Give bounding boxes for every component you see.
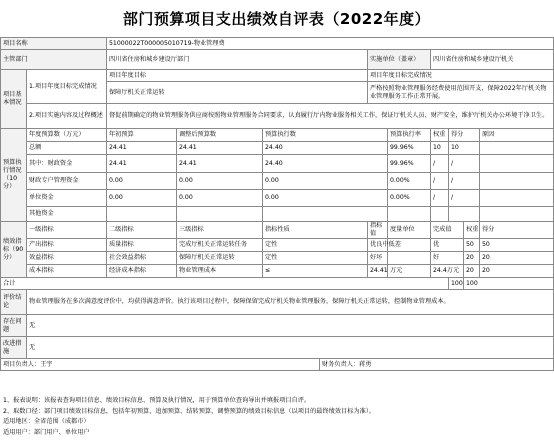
annual-goal-header: 项目年度目标 xyxy=(107,70,368,82)
footnote: 适用地区：全省范围（成都市） xyxy=(3,418,90,425)
perf-header-col: 一级指标 xyxy=(27,222,107,239)
perf-unit: 万元 xyxy=(388,265,431,278)
improvements-label: 改进措施 xyxy=(1,337,27,359)
budget-header-col: 预算执行数 xyxy=(263,129,388,142)
footnote: 适用用户：部门用户、单位用户 xyxy=(3,428,90,436)
budget-weight: / xyxy=(431,190,449,207)
budget-executed: 0.00 xyxy=(263,190,388,207)
project-leader: 项目负责人：王宇 xyxy=(1,359,320,371)
perf-header-col: 指标值 xyxy=(368,222,388,239)
problems-label: 存在问题 xyxy=(1,315,27,337)
row-implementation xyxy=(1,104,554,129)
row-signatures xyxy=(1,359,554,371)
problems-text: 无 xyxy=(27,315,554,337)
budget-adjusted: 24.41 xyxy=(177,155,263,173)
basic-info-label: 项目基本情况 xyxy=(1,70,27,129)
implementation-content: 督促前期确定的物业管理服务供应商按照物业管理服务合同要求，认真履行厅内物业服务相关工作，保证厅机关人员、财产安全，维护厅机关办公环境干净卫生。 xyxy=(107,104,554,129)
evaluation-label: 评价结论 xyxy=(1,290,27,315)
department-label: 主管部门 xyxy=(1,50,107,70)
budget-score xyxy=(449,207,480,222)
perf-row xyxy=(1,265,554,278)
row-budget-header xyxy=(1,129,554,142)
budget-reason xyxy=(480,207,554,222)
budget-executed: 24.40 xyxy=(263,155,388,173)
total-score: 100 xyxy=(464,278,554,290)
perf-score: 20 xyxy=(480,252,554,265)
budget-score: / xyxy=(449,190,480,207)
perf-level3: 物业管理成本 xyxy=(177,265,263,278)
budget-row-label: 其他资金 xyxy=(27,207,107,222)
budget-header-col: 年初预算 xyxy=(107,129,177,142)
perf-header-col: 三级指标 xyxy=(177,222,263,239)
perf-done: 24.4万元 xyxy=(431,265,464,278)
goal-completion-value: 严格按照物业管理服务经费使用范围开支，保障2022年厅机关物业管理服务工作正常开展。 xyxy=(368,82,554,104)
budget-initial: 0.00 xyxy=(107,173,177,190)
budget-row xyxy=(1,190,554,207)
budget-row-label: 其中：财政资金 xyxy=(27,155,107,173)
footnotes xyxy=(3,396,551,438)
perf-weight: 20 xyxy=(464,252,480,265)
budget-initial: 24.41 xyxy=(107,155,177,173)
perf-header-col: 得分 xyxy=(480,222,554,239)
budget-header-col: 预算执行率 xyxy=(388,129,431,142)
perf-section-label: 绩效指标（90分） xyxy=(1,222,27,278)
budget-reason xyxy=(480,142,554,155)
budget-weight: / xyxy=(431,155,449,173)
row-total xyxy=(1,278,554,290)
budget-reason xyxy=(480,190,554,207)
row-evaluation xyxy=(1,290,554,315)
budget-row-label: 单位资金 xyxy=(27,190,107,207)
budget-rate: 0.00% xyxy=(388,190,431,207)
perf-level1: 成本指标 xyxy=(27,265,107,278)
budget-adjusted: 24.41 xyxy=(177,142,263,155)
perf-done: 好 xyxy=(431,252,464,265)
perf-level2: 质量指标 xyxy=(107,239,177,252)
budget-row xyxy=(1,207,554,222)
perf-header-col: 完成值 xyxy=(431,222,464,239)
implementation-label: 2.项目实施内容及过程概述 xyxy=(27,104,107,129)
perf-value: 好坏 xyxy=(368,252,388,265)
perf-header-col: 指标性质 xyxy=(263,222,368,239)
perf-value: 优良中低差 xyxy=(368,239,388,252)
row-perf-header xyxy=(1,222,554,239)
budget-rate: 0.00% xyxy=(388,173,431,190)
row-project-name xyxy=(1,38,554,50)
budget-weight: / xyxy=(431,173,449,190)
page-title: 部门预算项目支出绩效自评表（2022年度） xyxy=(122,10,431,28)
perf-level3: 保障厅机关正常运转 xyxy=(177,252,263,265)
budget-rate: 99.96% xyxy=(388,142,431,155)
budget-reason xyxy=(480,155,554,173)
budget-header-col: 权重 xyxy=(431,129,449,142)
perf-level2: 社会效益指标 xyxy=(107,252,177,265)
perf-level1: 效益指标 xyxy=(27,252,107,265)
annual-goal-value: 保障厅机关正常运转 xyxy=(107,82,368,104)
implementing-unit-label: 实施单位（盖章） xyxy=(368,50,431,70)
perf-value: 24.41 xyxy=(368,265,388,278)
budget-initial: 0.00 xyxy=(107,190,177,207)
budget-executed: 24.40 xyxy=(263,142,388,155)
row-problems xyxy=(1,315,554,337)
budget-row-label: 总额 xyxy=(27,142,107,155)
budget-rate: 99.96% xyxy=(388,155,431,173)
budget-header-col: 原因 xyxy=(480,129,554,142)
budget-weight: 10 xyxy=(431,142,449,155)
budget-adjusted xyxy=(177,207,263,222)
budget-rate xyxy=(388,207,431,222)
goal-completion-label: 1.项目年度目标完成情况 xyxy=(27,70,107,104)
total-weight: 100 xyxy=(449,278,464,290)
project-name-label: 项目名称 xyxy=(1,38,107,50)
budget-header-col: 调整后预算数 xyxy=(177,129,263,142)
budget-header-col: 年度预算数（万元） xyxy=(27,129,107,142)
perf-nature: 定性 xyxy=(263,239,368,252)
perf-done: 优 xyxy=(431,239,464,252)
perf-weight: 50 xyxy=(464,239,480,252)
budget-adjusted: 0.00 xyxy=(177,190,263,207)
evaluation-text: 物业管理服务在多次满意度评价中，均获得满意评价。执行该项目过程中，保障保留完成厅机关物业管理服务，保障厅机关正常运转，控制物业管理成本。 xyxy=(27,290,554,315)
budget-score: 10 xyxy=(449,142,480,155)
perf-level1: 产出指标 xyxy=(27,239,107,252)
footnote: 1、报表说明：该报表查询项目信息、绩效目标信息、预算及执行情况，用于预算单位查询导出并填报项目自评。 xyxy=(3,397,311,404)
perf-unit xyxy=(388,252,431,265)
budget-executed xyxy=(263,207,388,222)
perf-row xyxy=(1,252,554,265)
budget-score: / xyxy=(449,173,480,190)
row-department xyxy=(1,50,554,70)
perf-score: 50 xyxy=(480,239,554,252)
budget-section-label: 预算执行情况（10分） xyxy=(1,129,27,222)
row-basic-header xyxy=(1,70,554,82)
budget-row xyxy=(1,155,554,173)
perf-nature: ≤ xyxy=(263,265,368,278)
improvements-text: 无 xyxy=(27,337,554,359)
budget-row xyxy=(1,173,554,190)
budget-row-label: 财政专户管理资金 xyxy=(27,173,107,190)
evaluation-table xyxy=(0,37,553,371)
department-value: 四川省住房和城乡建设厅部门 xyxy=(107,50,368,70)
perf-header-col: 权重 xyxy=(464,222,480,239)
perf-header-col: 二级指标 xyxy=(107,222,177,239)
perf-row xyxy=(1,239,554,252)
perf-level2: 经济成本指标 xyxy=(107,265,177,278)
budget-initial xyxy=(107,207,177,222)
finance-leader: 财务负责人：蒋勇 xyxy=(320,359,554,371)
total-label: 合计 xyxy=(1,278,449,290)
budget-header-col: 得分 xyxy=(449,129,480,142)
budget-weight xyxy=(431,207,449,222)
perf-score: 20 xyxy=(480,265,554,278)
implementing-unit-value: 四川省住房和城乡建设厅机关 xyxy=(431,50,554,70)
row-improvements xyxy=(1,337,554,359)
project-name-value: 51000022T000005010719-物业管理费 xyxy=(107,38,554,50)
budget-row xyxy=(1,142,554,155)
budget-initial: 24.41 xyxy=(107,142,177,155)
perf-weight: 20 xyxy=(464,265,480,278)
budget-score: / xyxy=(449,155,480,173)
budget-executed: 0.00 xyxy=(263,173,388,190)
budget-reason xyxy=(480,173,554,190)
goal-completion-header: 项目年度目标完成情况 xyxy=(368,70,554,82)
perf-nature: 定性 xyxy=(263,252,368,265)
perf-header-col: 度量单位 xyxy=(388,222,431,239)
perf-level3: 完成厅机关正常运转任务 xyxy=(177,239,263,252)
budget-adjusted: 0.00 xyxy=(177,173,263,190)
footnote: 2、取数口径：部门项目绩效目标信息，包括年初预算、追加预算、结转预算，调整预算的绩效目标信息（以项目的最终绩效目标为准）。 xyxy=(3,407,376,415)
